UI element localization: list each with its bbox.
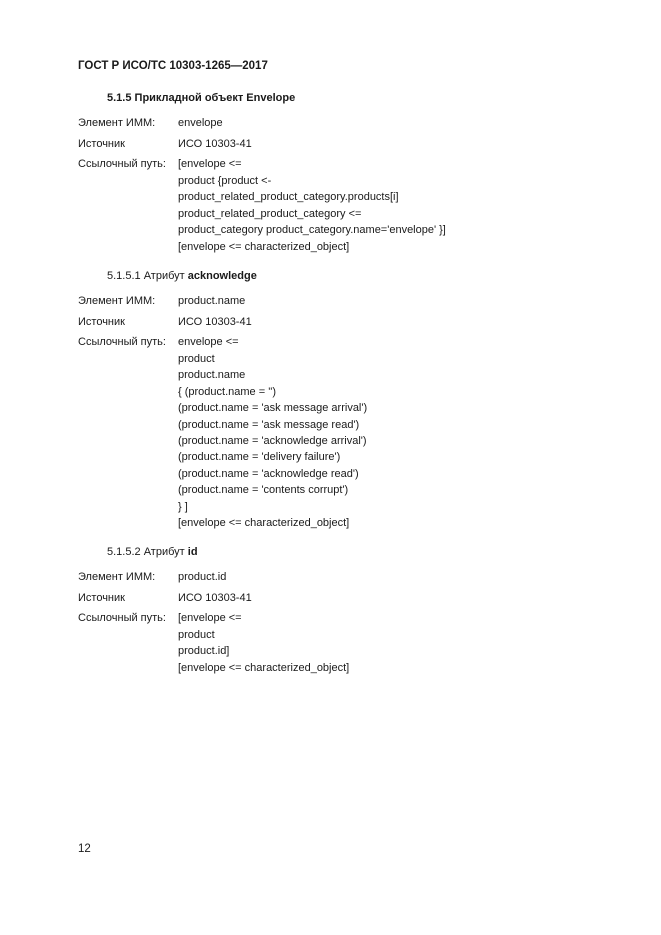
reference-path-line: (product.name = 'ask message arrival') xyxy=(178,402,368,414)
field-label-imm-element: Элемент ИММ: xyxy=(78,117,156,129)
field-label-imm-element: Элемент ИММ: xyxy=(78,295,156,307)
section-number: 5.1.5.1 xyxy=(107,270,141,282)
document-header: ГОСТ Р ИСО/ТС 10303-1265—2017 xyxy=(78,60,268,72)
field-label-source: Источник xyxy=(78,316,125,328)
field-label-imm-element: Элемент ИММ: xyxy=(78,571,156,583)
field-label-reference-path: Ссылочный путь: xyxy=(78,612,166,624)
reference-path-line: envelope <= xyxy=(178,336,239,348)
section-number: 5.1.5.2 xyxy=(107,546,141,558)
section-title: Прикладной объект Envelope xyxy=(134,92,296,104)
section-number: 5.1.5 xyxy=(107,92,132,104)
reference-path-line: product xyxy=(178,353,215,365)
reference-path-line: product.name xyxy=(178,369,246,381)
reference-path-line: (product.name = 'contents corrupt') xyxy=(178,484,349,496)
reference-path-line: } ] xyxy=(178,501,188,513)
field-value-imm-element: envelope xyxy=(178,117,223,129)
reference-path-line: product.id] xyxy=(178,645,230,657)
reference-path-line: [envelope <= xyxy=(178,158,242,170)
section-heading xyxy=(107,546,198,558)
reference-path-line: (product.name = 'acknowledge read') xyxy=(178,468,359,480)
field-value-source: ИСО 10303-41 xyxy=(178,316,252,328)
reference-path-line: [envelope <= characterized_object] xyxy=(178,517,350,529)
attribute-name: acknowledge xyxy=(187,270,257,282)
field-value-imm-element: product.name xyxy=(178,295,246,307)
field-value-imm-element: product.id xyxy=(178,571,227,583)
section-prefix: Атрибут xyxy=(143,546,185,558)
reference-path-line: (product.name = 'acknowledge arrival') xyxy=(178,435,367,447)
field-value-source: ИСО 10303-41 xyxy=(178,592,252,604)
field-label-reference-path: Ссылочный путь: xyxy=(78,336,166,348)
field-label-source: Источник xyxy=(78,592,125,604)
reference-path-line: { (product.name = '') xyxy=(178,386,277,398)
reference-path-line: (product.name = 'ask message read') xyxy=(178,419,360,431)
reference-path-line: product_related_product_category.products[i] xyxy=(178,191,399,203)
reference-path-line: product xyxy=(178,629,215,641)
reference-path-line: [envelope <= characterized_object] xyxy=(178,241,350,253)
field-value-source: ИСО 10303-41 xyxy=(178,138,252,150)
reference-path-line: [envelope <= xyxy=(178,612,242,624)
section-prefix: Атрибут xyxy=(143,270,185,282)
reference-path-line: [envelope <= characterized_object] xyxy=(178,662,350,674)
page-number: 12 xyxy=(78,843,91,855)
field-label-source: Источник xyxy=(78,138,125,150)
reference-path-line: product_category product_category.name='envelope' }] xyxy=(178,224,446,236)
section-heading xyxy=(107,92,295,104)
section-heading xyxy=(107,270,257,282)
reference-path-line: product_related_product_category <= xyxy=(178,208,362,220)
reference-path-line: (product.name = 'delivery failure') xyxy=(178,451,341,463)
field-label-reference-path: Ссылочный путь: xyxy=(78,158,166,170)
attribute-name: id xyxy=(187,546,198,558)
reference-path-line: product {product <- xyxy=(178,175,272,187)
